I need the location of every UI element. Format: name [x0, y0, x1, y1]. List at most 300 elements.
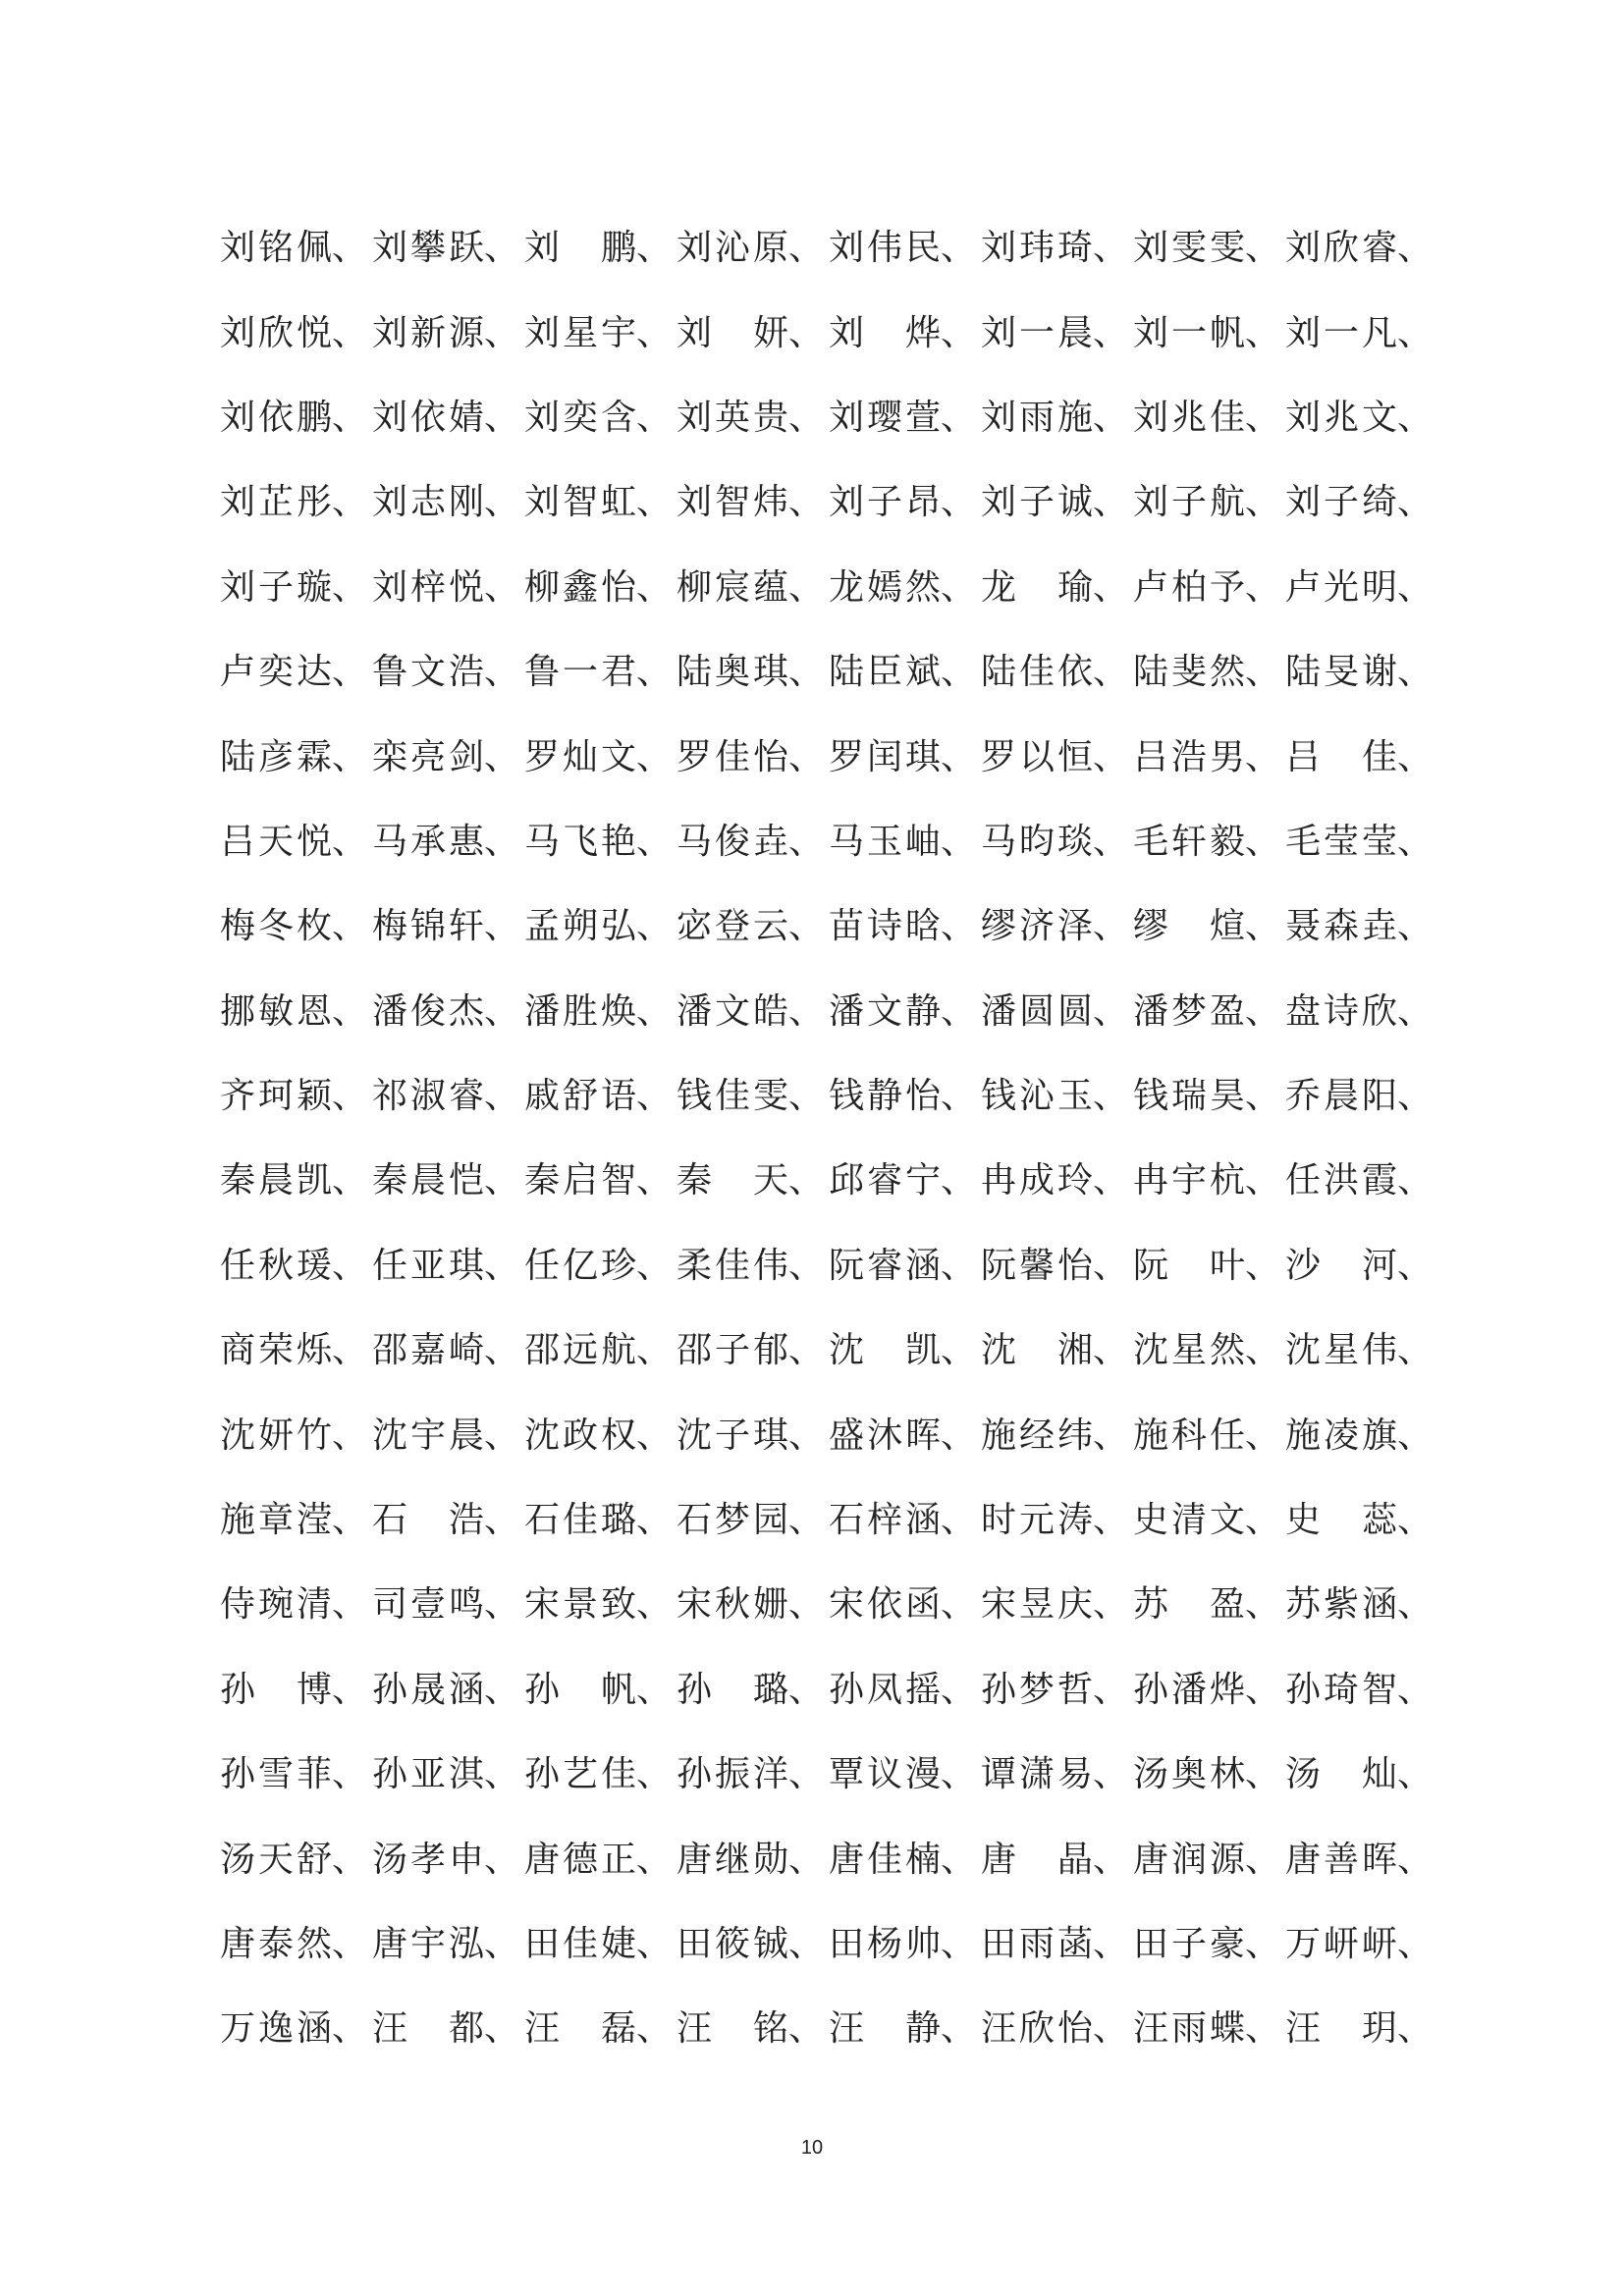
- name-text: 汪 铭: [677, 2008, 788, 2050]
- name-entry: [220, 566, 372, 608]
- name-separator: 、: [788, 1924, 825, 1964]
- name-separator: 、: [1245, 652, 1281, 693]
- name-entry: [981, 1245, 1133, 1286]
- name-entry: [829, 1076, 981, 1117]
- name-separator: 、: [332, 1754, 368, 1795]
- name-entry: [1285, 1160, 1437, 1201]
- name-separator: 、: [1245, 1160, 1281, 1201]
- name-entry: [220, 1245, 372, 1286]
- name-entry: [372, 990, 524, 1032]
- name-text: 沈 星 伟: [1285, 1330, 1397, 1371]
- name-separator: 、: [788, 312, 825, 353]
- name-line: [220, 546, 1437, 630]
- name-text: 汤 奥 林: [1133, 1754, 1245, 1795]
- name-separator: 、: [1397, 1500, 1434, 1541]
- name-separator: 、: [636, 1924, 673, 1964]
- name-text: 刘 妍: [677, 312, 788, 353]
- name-text: 覃 议 漫: [829, 1754, 941, 1795]
- name-text: 刘 雯 雯: [1133, 228, 1245, 269]
- name-separator: 、: [484, 906, 520, 947]
- name-text: 马 昀 琰: [981, 821, 1093, 862]
- name-text: 梅 冬 枚: [220, 906, 332, 947]
- name-entry: [1133, 652, 1285, 693]
- name-text: 潘 梦 盈: [1133, 990, 1245, 1032]
- name-entry: [1285, 990, 1437, 1032]
- name-separator: 、: [1397, 1839, 1434, 1880]
- name-text: 孙 博: [220, 1669, 332, 1710]
- name-text: 田 佳 婕: [524, 1924, 636, 1964]
- name-entry: [981, 990, 1133, 1032]
- name-text: 刘 梓 悦: [372, 566, 484, 608]
- name-separator: 、: [941, 652, 977, 693]
- name-separator: 、: [941, 1076, 977, 1117]
- name-separator: 、: [636, 397, 673, 438]
- name-entry: [677, 1245, 829, 1286]
- name-text: 汪 都: [372, 2008, 484, 2050]
- name-entry: [524, 1584, 677, 1626]
- name-text: 卢 奕 达: [220, 652, 332, 693]
- name-text: 施 经 纬: [981, 1415, 1093, 1456]
- name-entry: [524, 1669, 677, 1710]
- name-text: 秦 天: [677, 1160, 788, 1201]
- name-text: 马 俊 垚: [677, 821, 788, 862]
- name-separator: 、: [941, 228, 977, 269]
- name-entry: [677, 1754, 829, 1795]
- name-entry: [829, 1924, 981, 1964]
- name-text: 任 洪 霞: [1285, 1160, 1397, 1201]
- name-text: 缪 济 泽: [981, 906, 1093, 947]
- name-line: [220, 1139, 1437, 1223]
- name-entry: [829, 1415, 981, 1456]
- name-entry: [677, 1160, 829, 1201]
- name-text: 田 杨 帅: [829, 1924, 941, 1964]
- name-text: 沈 凯: [829, 1330, 941, 1371]
- name-entry: [829, 228, 981, 269]
- name-text: 万 逸 涵: [220, 2008, 332, 2050]
- name-separator: 、: [1397, 1415, 1434, 1456]
- name-text: 冉 成 玲: [981, 1160, 1093, 1201]
- name-text: 汪 磊: [524, 2008, 636, 2050]
- name-entry: [677, 1500, 829, 1541]
- name-entry: [1133, 1924, 1285, 1964]
- name-separator: 、: [484, 1415, 520, 1456]
- name-text: 刘 一 凡: [1285, 312, 1397, 353]
- name-entry: [981, 1415, 1133, 1456]
- name-separator: 、: [484, 821, 520, 862]
- name-entry: [1133, 1160, 1285, 1201]
- name-separator: 、: [1245, 821, 1281, 862]
- name-entry: [829, 1839, 981, 1880]
- name-entry: [1285, 1669, 1437, 1710]
- name-separator: 、: [1397, 821, 1434, 862]
- name-separator: 、: [788, 228, 825, 269]
- name-separator: 、: [1093, 736, 1129, 777]
- name-separator: 、: [1245, 1839, 1281, 1880]
- name-entry: [220, 1669, 372, 1710]
- name-separator: 、: [484, 1839, 520, 1880]
- name-separator: 、: [1245, 736, 1281, 777]
- name-separator: 、: [1397, 1584, 1434, 1626]
- name-separator: 、: [332, 312, 368, 353]
- name-text: 刘 欣 睿: [1285, 228, 1397, 269]
- name-separator: 、: [1245, 990, 1281, 1032]
- name-entry: [220, 2008, 372, 2050]
- name-separator: 、: [788, 1330, 825, 1371]
- name-separator: 、: [636, 1584, 673, 1626]
- name-text: 毛 莹 莹: [1285, 821, 1397, 862]
- name-text: 汤 灿: [1285, 1754, 1397, 1795]
- name-text: 吕 浩 男: [1133, 736, 1245, 777]
- name-separator: 、: [484, 1754, 520, 1795]
- name-text: 汪 玥: [1285, 2008, 1397, 2050]
- name-text: 苏 盈: [1133, 1584, 1245, 1626]
- name-text: 石 浩: [372, 1500, 484, 1541]
- name-text: 宋 景 致: [524, 1584, 636, 1626]
- name-entry: [524, 821, 677, 862]
- name-entry: [1133, 397, 1285, 438]
- name-separator: 、: [941, 736, 977, 777]
- name-entry: [1285, 228, 1437, 269]
- name-entry: [829, 312, 981, 353]
- name-text: 刘 英 贵: [677, 397, 788, 438]
- name-separator: 、: [636, 1754, 673, 1795]
- name-entry: [524, 312, 677, 353]
- name-text: 汪 静: [829, 2008, 941, 2050]
- name-separator: 、: [1093, 1669, 1129, 1710]
- name-entry: [220, 1415, 372, 1456]
- name-text: 唐 德 正: [524, 1839, 636, 1880]
- name-separator: 、: [1397, 1330, 1434, 1371]
- name-separator: 、: [484, 312, 520, 353]
- name-entry: [524, 397, 677, 438]
- name-text: 柳 宸 蕴: [677, 566, 788, 608]
- name-separator: 、: [941, 821, 977, 862]
- name-entry: [372, 1669, 524, 1710]
- name-separator: 、: [636, 906, 673, 947]
- name-text: 孙 梦 哲: [981, 1669, 1093, 1710]
- name-entry: [220, 1754, 372, 1795]
- name-entry: [1133, 1500, 1285, 1541]
- name-text: 苗 诗 晗: [829, 906, 941, 947]
- name-separator: 、: [1245, 566, 1281, 608]
- name-entry: [1285, 2008, 1437, 2050]
- page-number: 10: [800, 2137, 824, 2159]
- name-separator: 、: [788, 1584, 825, 1626]
- name-text: 陆 佳 依: [981, 652, 1093, 693]
- name-text: 宓 登 云: [677, 906, 788, 947]
- name-entry: [1133, 736, 1285, 777]
- name-separator: 、: [1397, 990, 1434, 1032]
- name-line: [220, 970, 1437, 1054]
- name-separator: 、: [1093, 906, 1129, 947]
- name-entry: [981, 736, 1133, 777]
- name-separator: 、: [1093, 1924, 1129, 1964]
- name-text: 祁 淑 睿: [372, 1076, 484, 1117]
- name-entry: [829, 1330, 981, 1371]
- name-separator: 、: [332, 2008, 368, 2050]
- name-entry: [372, 397, 524, 438]
- name-separator: 、: [636, 228, 673, 269]
- name-separator: 、: [1245, 397, 1281, 438]
- name-separator: 、: [636, 1500, 673, 1541]
- name-separator: 、: [332, 397, 368, 438]
- name-text: 秦 启 智: [524, 1160, 636, 1201]
- name-entry: [220, 1584, 372, 1626]
- name-separator: 、: [1397, 397, 1434, 438]
- name-separator: 、: [941, 990, 977, 1032]
- name-entry: [524, 2008, 677, 2050]
- name-text: 刘 子 航: [1133, 482, 1245, 523]
- name-entry: [220, 1839, 372, 1880]
- name-entry: [372, 228, 524, 269]
- name-separator: 、: [788, 566, 825, 608]
- name-separator: 、: [941, 1754, 977, 1795]
- name-entry: [829, 1160, 981, 1201]
- name-separator: 、: [1397, 1669, 1434, 1710]
- name-entry: [220, 990, 372, 1032]
- name-separator: 、: [1397, 1754, 1434, 1795]
- name-entry: [524, 1754, 677, 1795]
- name-entry: [1285, 1839, 1437, 1880]
- name-separator: 、: [1397, 1160, 1434, 1201]
- name-entry: [220, 1076, 372, 1117]
- name-text: 冉 宇 杭: [1133, 1160, 1245, 1201]
- name-entry: [524, 1500, 677, 1541]
- name-entry: [829, 906, 981, 947]
- name-text: 阮 睿 涵: [829, 1245, 941, 1286]
- name-text: 柳 鑫 怡: [524, 566, 636, 608]
- name-text: 马 承 惠: [372, 821, 484, 862]
- name-text: 卢 光 明: [1285, 566, 1397, 608]
- name-text: 刘 依 鹏: [220, 397, 332, 438]
- name-text: 司 壹 鸣: [372, 1584, 484, 1626]
- name-text: 唐 善 晖: [1285, 1839, 1397, 1880]
- name-text: 刘 奕 含: [524, 397, 636, 438]
- name-entry: [981, 652, 1133, 693]
- name-text: 刘 志 刚: [372, 482, 484, 523]
- name-entry: [220, 228, 372, 269]
- name-entry: [524, 228, 677, 269]
- name-entry: [372, 1330, 524, 1371]
- name-text: 刘 烨: [829, 312, 941, 353]
- name-text: 龙 瑜: [981, 566, 1093, 608]
- name-entry: [372, 312, 524, 353]
- name-separator: 、: [941, 906, 977, 947]
- name-separator: 、: [941, 1669, 977, 1710]
- name-text: 阮 叶: [1133, 1245, 1245, 1286]
- name-entry: [829, 1584, 981, 1626]
- name-entry: [372, 736, 524, 777]
- name-text: 马 玉 岫: [829, 821, 941, 862]
- name-entry: [1133, 906, 1285, 947]
- name-text: 孙 艺 佳: [524, 1754, 636, 1795]
- name-entry: [829, 2008, 981, 2050]
- name-separator: 、: [1093, 1584, 1129, 1626]
- name-separator: 、: [788, 1076, 825, 1117]
- name-text: 刘 依 婧: [372, 397, 484, 438]
- name-separator: 、: [636, 1330, 673, 1371]
- name-text: 孟 朔 弘: [524, 906, 636, 947]
- name-text: 孙 潘 烨: [1133, 1669, 1245, 1710]
- name-text: 刘 伟 民: [829, 228, 941, 269]
- name-text: 鲁 一 君: [524, 652, 636, 693]
- name-separator: 、: [636, 821, 673, 862]
- name-separator: 、: [1397, 228, 1434, 269]
- name-separator: 、: [941, 1500, 977, 1541]
- name-entry: [981, 2008, 1133, 2050]
- name-entry: [677, 312, 829, 353]
- name-text: 孙 帆: [524, 1669, 636, 1710]
- name-text: 陆 斐 然: [1133, 652, 1245, 693]
- name-text: 刘 兆 佳: [1133, 397, 1245, 438]
- name-separator: 、: [1093, 821, 1129, 862]
- name-text: 马 飞 艳: [524, 821, 636, 862]
- name-line: [220, 460, 1437, 545]
- name-separator: 、: [1245, 906, 1281, 947]
- name-separator: 、: [484, 1924, 520, 1964]
- name-text: 石 梓 涵: [829, 1500, 941, 1541]
- name-entry: [677, 1924, 829, 1964]
- name-text: 唐 宇 泓: [372, 1924, 484, 1964]
- name-text: 毛 轩 毅: [1133, 821, 1245, 862]
- name-separator: 、: [1245, 482, 1281, 523]
- name-line: [220, 376, 1437, 460]
- name-separator: 、: [788, 482, 825, 523]
- name-text: 石 梦 园: [677, 1500, 788, 1541]
- name-entry: [220, 1500, 372, 1541]
- name-entry: [524, 1924, 677, 1964]
- name-entry: [1133, 1669, 1285, 1710]
- name-text: 谭 潇 易: [981, 1754, 1093, 1795]
- name-text: 栾 亮 剑: [372, 736, 484, 777]
- name-separator: 、: [941, 1160, 977, 1201]
- name-separator: 、: [484, 2008, 520, 2050]
- name-entry: [677, 1330, 829, 1371]
- name-separator: 、: [1397, 1076, 1434, 1117]
- name-separator: 、: [941, 1415, 977, 1456]
- name-text: 邵 嘉 崎: [372, 1330, 484, 1371]
- name-entry: [220, 821, 372, 862]
- name-entry: [220, 312, 372, 353]
- name-entry: [524, 1245, 677, 1286]
- name-separator: 、: [788, 1669, 825, 1710]
- name-entry: [524, 652, 677, 693]
- name-separator: 、: [788, 906, 825, 947]
- name-text: 任 亚 琪: [372, 1245, 484, 1286]
- name-entry: [1133, 482, 1285, 523]
- name-separator: 、: [1397, 1924, 1434, 1964]
- name-entry: [372, 1584, 524, 1626]
- name-entry: [372, 821, 524, 862]
- name-separator: 、: [1093, 1839, 1129, 1880]
- name-entry: [1133, 1076, 1285, 1117]
- name-entry: [524, 1415, 677, 1456]
- name-separator: 、: [788, 990, 825, 1032]
- name-entry: [1133, 2008, 1285, 2050]
- name-entry: [1285, 1500, 1437, 1541]
- name-separator: 、: [1245, 1584, 1281, 1626]
- name-separator: 、: [484, 1160, 520, 1201]
- name-separator: 、: [484, 1500, 520, 1541]
- name-entry: [981, 1330, 1133, 1371]
- name-separator: 、: [788, 1754, 825, 1795]
- name-separator: 、: [788, 1500, 825, 1541]
- name-entry: [1133, 1330, 1285, 1371]
- name-separator: 、: [1093, 1500, 1129, 1541]
- name-separator: 、: [332, 1669, 368, 1710]
- name-separator: 、: [332, 1500, 368, 1541]
- name-entry: [524, 990, 677, 1032]
- name-text: 刘 子 昂: [829, 482, 941, 523]
- name-entry: [1285, 1330, 1437, 1371]
- name-separator: 、: [941, 566, 977, 608]
- name-text: 梅 锦 轩: [372, 906, 484, 947]
- name-separator: 、: [941, 1330, 977, 1371]
- name-separator: 、: [941, 1839, 977, 1880]
- name-separator: 、: [1093, 397, 1129, 438]
- name-separator: 、: [636, 482, 673, 523]
- name-text: 刘 兆 文: [1285, 397, 1397, 438]
- name-entry: [1285, 1245, 1437, 1286]
- name-separator: 、: [1245, 312, 1281, 353]
- name-text: 盘 诗 欣: [1285, 990, 1397, 1032]
- name-text: 侍 琬 清: [220, 1584, 332, 1626]
- name-separator: 、: [332, 1160, 368, 1201]
- name-line: [220, 1733, 1437, 1817]
- name-entry: [1133, 1839, 1285, 1880]
- name-text: 刘 一 晨: [981, 312, 1093, 353]
- name-entry: [524, 736, 677, 777]
- name-text: 刘 智 炜: [677, 482, 788, 523]
- name-text: 孙 凤 摇: [829, 1669, 941, 1710]
- name-separator: 、: [332, 1076, 368, 1117]
- name-separator: 、: [1245, 1669, 1281, 1710]
- name-entry: [1285, 821, 1437, 862]
- name-entry: [220, 482, 372, 523]
- name-text: 邱 睿 宁: [829, 1160, 941, 1201]
- name-entry: [981, 1924, 1133, 1964]
- name-separator: 、: [332, 1584, 368, 1626]
- name-entry: [829, 1245, 981, 1286]
- name-entry: [1133, 228, 1285, 269]
- name-text: 缪 煊: [1133, 906, 1245, 947]
- name-separator: 、: [788, 1415, 825, 1456]
- name-separator: 、: [636, 2008, 673, 2050]
- name-separator: 、: [1245, 228, 1281, 269]
- name-separator: 、: [636, 652, 673, 693]
- name-text: 罗 灿 文: [524, 736, 636, 777]
- name-text: 戚 舒 语: [524, 1076, 636, 1117]
- name-entry: [981, 1584, 1133, 1626]
- name-entry: [1285, 1415, 1437, 1456]
- name-separator: 、: [1093, 990, 1129, 1032]
- name-entry: [220, 652, 372, 693]
- name-line: [220, 1308, 1437, 1393]
- name-text: 吕 佳: [1285, 736, 1397, 777]
- name-entry: [829, 652, 981, 693]
- name-entry: [981, 906, 1133, 947]
- name-text: 沈 政 权: [524, 1415, 636, 1456]
- name-separator: 、: [332, 1924, 368, 1964]
- name-separator: 、: [788, 1245, 825, 1286]
- name-entry: [677, 652, 829, 693]
- name-text: 宋 昱 庆: [981, 1584, 1093, 1626]
- name-entry: [1133, 1415, 1285, 1456]
- name-text: 刘 璎 萱: [829, 397, 941, 438]
- name-text: 刘 雨 施: [981, 397, 1093, 438]
- name-text: 陆 臣 斌: [829, 652, 941, 693]
- name-entry: [1285, 482, 1437, 523]
